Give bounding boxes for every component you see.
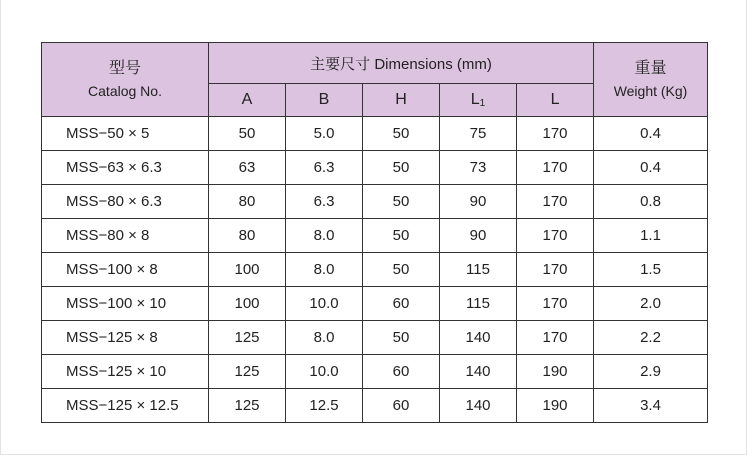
catalog-header-en: Catalog No. bbox=[88, 82, 162, 99]
cell-catalog: MSS−125 × 10 bbox=[42, 355, 209, 389]
table-row bbox=[42, 185, 708, 219]
col-header-h: H bbox=[363, 84, 440, 117]
cell-l1: 75 bbox=[440, 117, 517, 151]
cell-catalog: MSS−80 × 8 bbox=[42, 219, 209, 253]
cell-l1: 140 bbox=[440, 355, 517, 389]
col-header-a: A bbox=[209, 84, 286, 117]
cell-l1: 140 bbox=[440, 321, 517, 355]
cell-l1: 115 bbox=[440, 253, 517, 287]
cell-a: 125 bbox=[209, 389, 286, 423]
col-header-l1-main: L bbox=[470, 91, 480, 108]
cell-weight: 0.4 bbox=[594, 117, 708, 151]
table-row bbox=[42, 355, 708, 389]
cell-b: 6.3 bbox=[286, 185, 363, 219]
dimensions-header: 主要尺寸 Dimensions (mm) bbox=[209, 43, 594, 84]
cell-a: 100 bbox=[209, 253, 286, 287]
cell-b: 10.0 bbox=[286, 287, 363, 321]
cell-catalog: MSS−100 × 10 bbox=[42, 287, 209, 321]
cell-h: 50 bbox=[363, 253, 440, 287]
cell-h: 50 bbox=[363, 117, 440, 151]
cell-a: 100 bbox=[209, 287, 286, 321]
cell-weight: 2.0 bbox=[594, 287, 708, 321]
weight-header-en: Weight (Kg) bbox=[613, 82, 688, 99]
cell-l1: 115 bbox=[440, 287, 517, 321]
cell-weight: 2.9 bbox=[594, 355, 708, 389]
cell-b: 12.5 bbox=[286, 389, 363, 423]
cell-h: 60 bbox=[363, 287, 440, 321]
cell-b: 6.3 bbox=[286, 151, 363, 185]
cell-a: 80 bbox=[209, 185, 286, 219]
cell-h: 50 bbox=[363, 151, 440, 185]
catalog-header-cn: 型号 bbox=[108, 59, 141, 77]
cell-catalog: MSS−50 × 5 bbox=[42, 117, 209, 151]
cell-weight: 3.4 bbox=[594, 389, 708, 423]
cell-b: 8.0 bbox=[286, 253, 363, 287]
cell-l: 170 bbox=[517, 151, 594, 185]
cell-weight: 0.4 bbox=[594, 151, 708, 185]
weight-header bbox=[594, 43, 708, 117]
cell-l: 190 bbox=[517, 389, 594, 423]
cell-a: 63 bbox=[209, 151, 286, 185]
cell-h: 50 bbox=[363, 219, 440, 253]
cell-a: 125 bbox=[209, 355, 286, 389]
cell-l1: 140 bbox=[440, 389, 517, 423]
cell-weight: 1.1 bbox=[594, 219, 708, 253]
cell-l1: 90 bbox=[440, 219, 517, 253]
cell-l: 170 bbox=[517, 253, 594, 287]
cell-l1: 73 bbox=[440, 151, 517, 185]
table-row bbox=[42, 151, 708, 185]
cell-l: 170 bbox=[517, 219, 594, 253]
cell-l1: 90 bbox=[440, 185, 517, 219]
col-header-b: B bbox=[286, 84, 363, 117]
cell-catalog: MSS−125 × 12.5 bbox=[42, 389, 209, 423]
cell-l: 170 bbox=[517, 287, 594, 321]
cell-l: 170 bbox=[517, 321, 594, 355]
cell-catalog: MSS−80 × 6.3 bbox=[42, 185, 209, 219]
table-row bbox=[42, 287, 708, 321]
cell-b: 8.0 bbox=[286, 219, 363, 253]
cell-weight: 1.5 bbox=[594, 253, 708, 287]
cell-l: 170 bbox=[517, 117, 594, 151]
cell-h: 50 bbox=[363, 321, 440, 355]
table-header bbox=[42, 43, 708, 117]
cell-b: 10.0 bbox=[286, 355, 363, 389]
spec-table bbox=[41, 42, 708, 423]
cell-a: 125 bbox=[209, 321, 286, 355]
cell-h: 60 bbox=[363, 355, 440, 389]
table-row bbox=[42, 389, 708, 423]
table-row bbox=[42, 117, 708, 151]
cell-a: 80 bbox=[209, 219, 286, 253]
cell-h: 60 bbox=[363, 389, 440, 423]
cell-weight: 0.8 bbox=[594, 185, 708, 219]
col-header-l: L bbox=[517, 84, 594, 117]
table-row bbox=[42, 253, 708, 287]
cell-h: 50 bbox=[363, 185, 440, 219]
table-row bbox=[42, 219, 708, 253]
cell-l: 170 bbox=[517, 185, 594, 219]
table-body bbox=[42, 117, 708, 423]
col-header-l1-sub: 1 bbox=[479, 98, 486, 109]
catalog-header bbox=[42, 43, 209, 117]
weight-header-cn: 重量 bbox=[634, 59, 667, 77]
cell-catalog: MSS−100 × 8 bbox=[42, 253, 209, 287]
cell-catalog: MSS−63 × 6.3 bbox=[42, 151, 209, 185]
cell-b: 5.0 bbox=[286, 117, 363, 151]
table-row bbox=[42, 321, 708, 355]
col-header-l1 bbox=[440, 84, 517, 117]
cell-catalog: MSS−125 × 8 bbox=[42, 321, 209, 355]
cell-b: 8.0 bbox=[286, 321, 363, 355]
cell-a: 50 bbox=[209, 117, 286, 151]
cell-l: 190 bbox=[517, 355, 594, 389]
cell-weight: 2.2 bbox=[594, 321, 708, 355]
